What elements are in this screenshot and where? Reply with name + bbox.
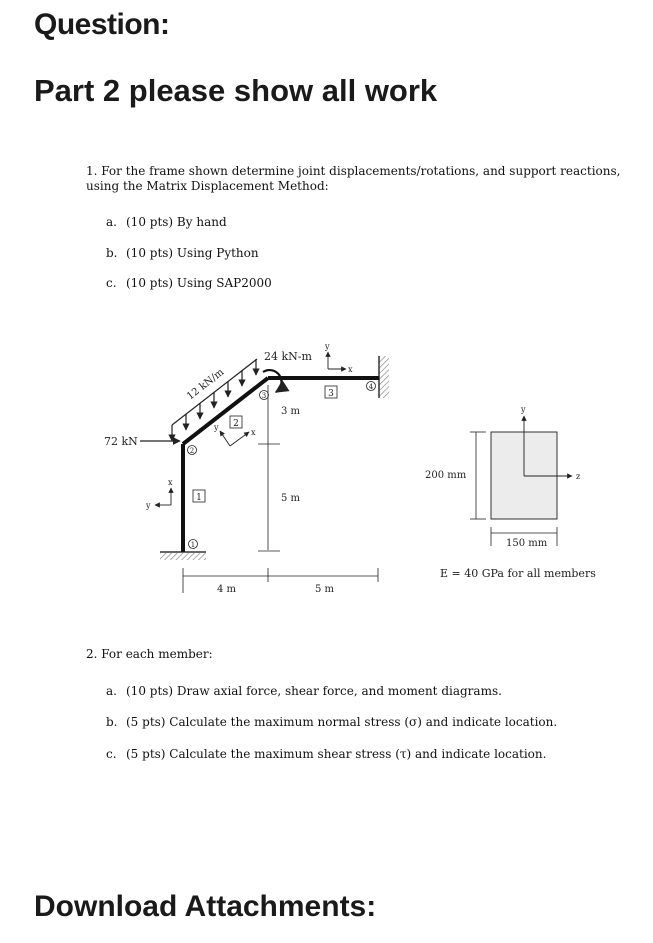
question-subtitle: Part 2 please show all work <box>34 73 438 108</box>
problem2-item-b <box>106 715 557 729</box>
item-text: (5 pts) Calculate the maximum normal stress (σ) and indicate location. <box>126 715 558 729</box>
fixed-support-wall <box>379 356 389 398</box>
item-marker: a. <box>106 684 117 698</box>
fixed-support-base <box>160 553 206 560</box>
modulus-label: E = 40 GPa for all members <box>440 567 596 580</box>
item-marker: c. <box>106 276 117 290</box>
section-y-label: y <box>521 405 526 414</box>
m3-y-label: y <box>325 342 330 351</box>
joint-4-label: 4 <box>368 383 374 391</box>
point-load-label: 72 kN <box>104 435 138 448</box>
joint-2-label: 2 <box>189 447 195 455</box>
problem1-text-line1: 1. For the frame shown determine joint displacements/rotations, and support reactions, <box>86 164 621 178</box>
dim-3m-label: 3 m <box>281 406 301 417</box>
dim-5m-vert-label: 5 m <box>281 493 301 504</box>
dim-5m-horiz-label: 5 m <box>315 584 335 595</box>
member-3-label: 3 <box>328 389 334 399</box>
section-width-label: 150 mm <box>506 538 548 549</box>
member-2-label: 2 <box>233 419 239 429</box>
dim-4m-label: 4 m <box>217 584 237 595</box>
download-attachments-link[interactable]: Download Attachments: <box>34 890 377 923</box>
item-marker: b. <box>106 246 118 260</box>
problem2-item-a <box>106 684 502 698</box>
section-height-label: 200 mm <box>425 470 467 481</box>
item-marker: c. <box>106 747 117 761</box>
m2-y-axis <box>220 431 230 446</box>
m1-x-label: x <box>168 478 173 487</box>
item-text: (10 pts) By hand <box>126 215 227 229</box>
section-z-label: z <box>576 472 581 481</box>
question-heading: Question: <box>34 8 170 41</box>
joint-1-label: 1 <box>190 541 196 549</box>
dist-load-label: 12 kN/m <box>185 366 227 403</box>
item-text: (10 pts) Using Python <box>126 246 259 260</box>
problem1-text-line2: using the Matrix Displacement Method: <box>86 179 329 193</box>
m3-x-label: x <box>348 365 353 374</box>
problem2-text: 2. For each member: <box>86 647 213 661</box>
m2-y-label: y <box>214 423 219 432</box>
member-1-label: 1 <box>196 493 202 503</box>
item-text: (5 pts) Calculate the maximum shear stress (τ) and indicate location. <box>126 747 547 761</box>
moment-label: 24 kN-m <box>264 350 312 363</box>
joint-3-label: 3 <box>261 392 267 400</box>
item-marker: b. <box>106 715 118 729</box>
item-text: (10 pts) Using SAP2000 <box>126 276 272 290</box>
problem2-item-c <box>106 747 546 761</box>
m2-x-axis <box>230 432 249 446</box>
item-text: (10 pts) Draw axial force, shear force, and moment diagrams. <box>126 684 502 698</box>
m2-x-label: x <box>251 428 256 437</box>
m1-y-label: y <box>146 501 151 510</box>
item-marker: a. <box>106 215 117 229</box>
